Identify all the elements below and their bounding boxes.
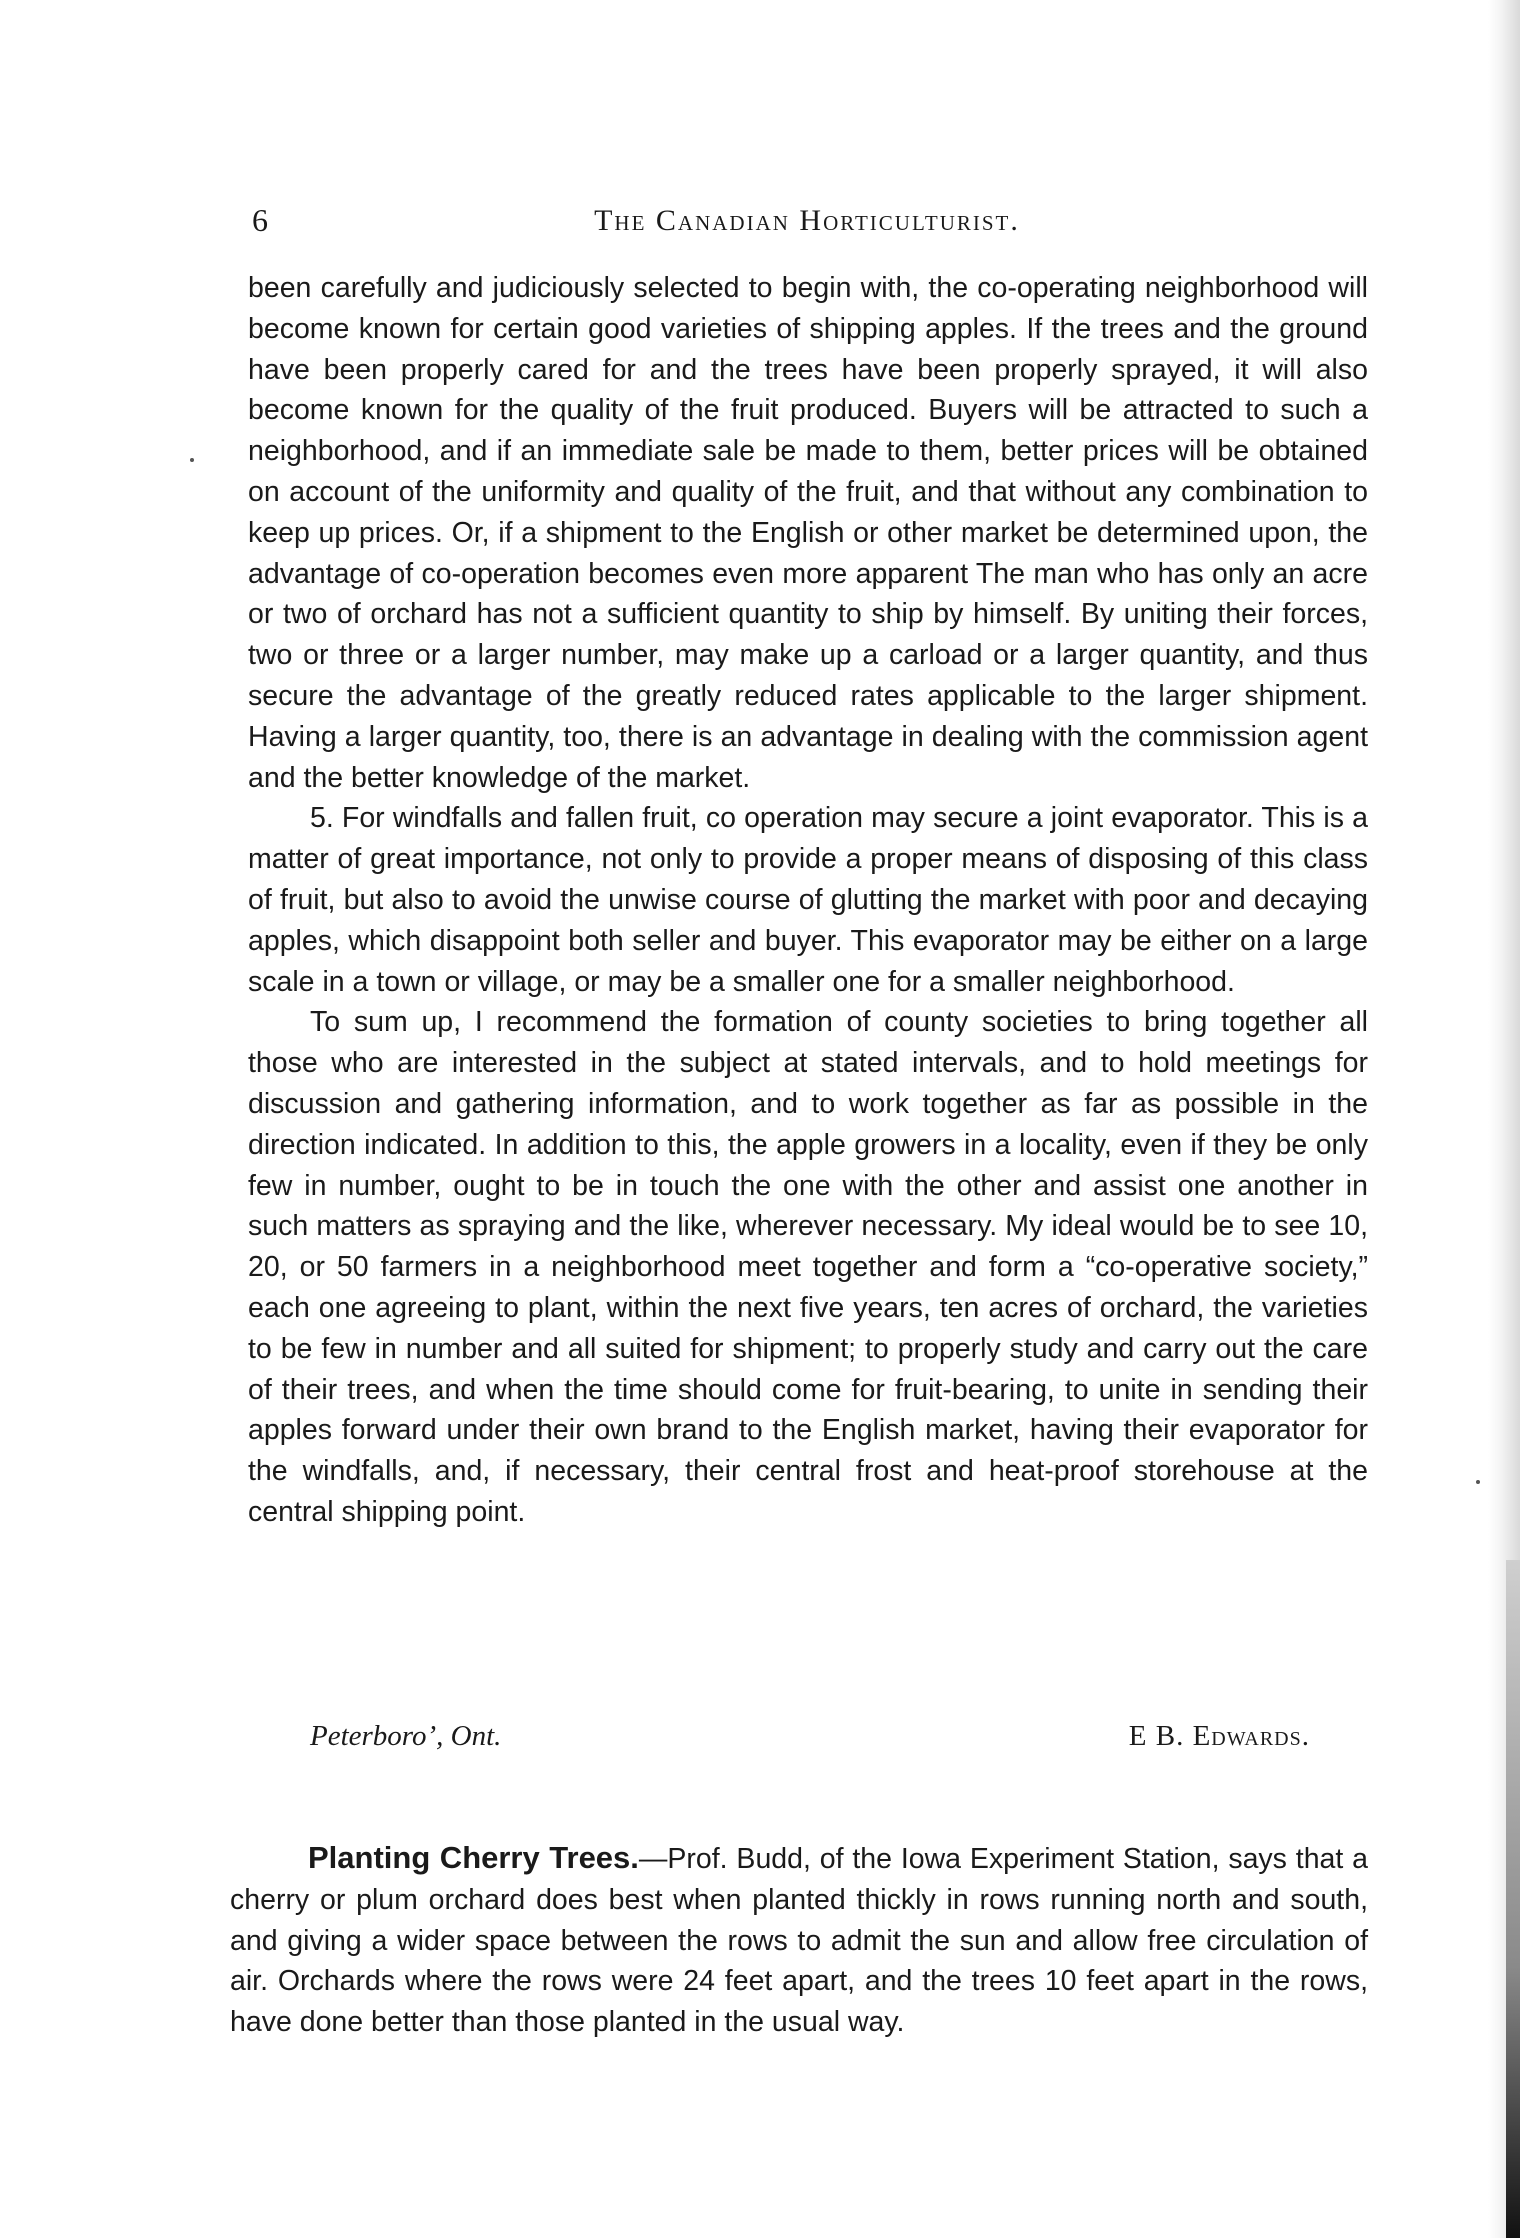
scan-speck <box>1476 1480 1480 1484</box>
scan-speck <box>190 458 194 462</box>
paragraph-continuation: been carefully and judiciously selected to begin with, the co-operating neighborhood will become known for certain good varieties of shipping apples. If the trees and the ground have been properly cared for and the trees have been properly sprayed, it will also become known for the quality of the fruit produced. Buyers will be attracted to such a neighborhood, and if an immediate sale be made to them, better prices will be obtained on account of the uniformity and quality of the fruit, and that without any combination to keep up prices. Or, if a shipment to the English or other market be determined upon, the advantage of co-operation becomes even more apparent The man who has only an acre or two of orchard has not a sufficient quantity to ship by himself. By uniting their forces, two or three or a larger number, may make up a carload or a larger quantity, and thus secure the advantage of the greatly reduced rates applicable to the larger shipment. Having a larger quantity, too, there is an advantage in dealing with the commission agent and the better knowledge of the market. <box>248 272 1368 794</box>
article-cherry-trees <box>230 1838 1368 2043</box>
paragraph-summary: To sum up, I recommend the formation of county societies to bring together all those who are interested in the subject at stated intervals, and to hold meetings for discussion and gathering information, and to work together as far as possible in the direction indicated. In addition to this, the apple growers in a locality, even if they be only few in number, ought to be in touch the one with the other and assist one another in such matters as spraying and the like, wherever necessary. My ideal would be to see 10, 20, or 50 farmers in a neighborhood meet together and form a “co-operative society,” each one agreeing to plant, within the next five years, ten acres of orchard, the varieties to be few in number and all suited for shipment; to properly study and carry out the care of their trees, and when the time should come for fruit-bearing, to unite in sending their apples forward under their own brand to the English market, having their evaporator for the windfalls, and, if necessary, their central frost and heat-proof storehouse at the central shipping point. <box>248 1006 1368 1528</box>
article-cherry-paragraph <box>230 1838 1368 2043</box>
page-edge-dark <box>1506 1560 1520 2238</box>
article-cherry-text: —Prof. Budd, of the Iowa Experiment Station, says that a cherry or plum orchard does best when planted thickly in rows running north and south, and giving a wider space between the rows to admit the sun and allow free circulation of air. Orchards where the rows were 24 feet apart, and the trees 10 feet apart in the rows, have done better than those planted in the usual way. <box>230 1843 1368 2039</box>
article-heading: Planting Cherry Trees. <box>308 1840 639 1875</box>
signature-place: Peterboro’, Ont. <box>310 1720 502 1752</box>
page-number: 6 <box>252 202 268 238</box>
article-body <box>248 268 1368 1533</box>
signature-line <box>310 1720 1310 1764</box>
page-header <box>252 202 1362 252</box>
signature-author: E B. Edwards. <box>1128 1720 1310 1752</box>
paragraph-windfalls: 5. For windfalls and fallen fruit, co operation may secure a joint evaporator. This is a matter of great importance, not only to provide a proper means of disposing of this class of fruit, but also to avoid the unwise course of glutting the market with poor and decaying apples, which disappoint both seller and buyer. This evaporator may be either on a large scale in a town or village, or may be a smaller one for a smaller neighborhood. <box>248 802 1368 998</box>
running-title: The Canadian Horticulturist. <box>594 204 1020 237</box>
